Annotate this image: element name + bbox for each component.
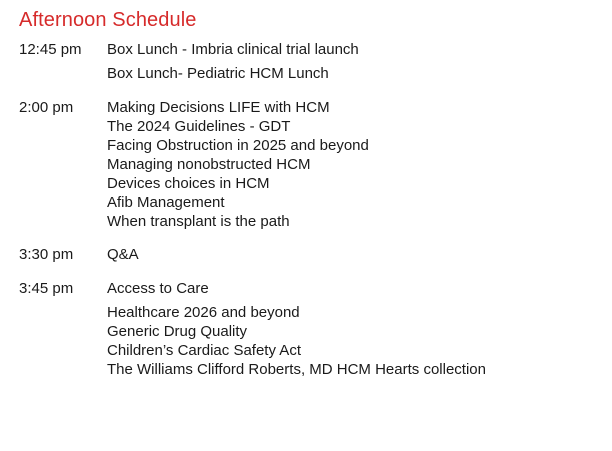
- time-label: 12:45 pm: [19, 41, 82, 58]
- session-item: Managing nonobstructed HCM: [107, 156, 311, 173]
- time-label: 3:45 pm: [19, 280, 74, 297]
- session-list: [107, 40, 359, 83]
- session-item: When transplant is the path: [107, 213, 290, 230]
- session-item: Facing Obstruction in 2025 and beyond: [107, 137, 369, 154]
- session-list: [107, 98, 369, 231]
- session-item: Afib Management: [107, 194, 225, 211]
- session-item: Box Lunch - Imbria clinical trial launch: [107, 41, 359, 58]
- time-label: 3:30 pm: [19, 246, 74, 263]
- session-item: Children’s Cardiac Safety Act: [107, 342, 301, 359]
- session-item: Devices choices in HCM: [107, 175, 270, 192]
- session-list: [107, 279, 486, 379]
- session-item: The 2024 Guidelines - GDT: [107, 118, 291, 135]
- session-list: [107, 245, 139, 264]
- session-item: Making Decisions LIFE with HCM: [107, 99, 330, 116]
- time-label: 2:00 pm: [19, 99, 74, 116]
- session-item: Generic Drug Quality: [107, 323, 248, 340]
- session-item: Q&A: [107, 246, 139, 263]
- page-title: Afternoon Schedule: [19, 9, 197, 31]
- session-item: Box Lunch- Pediatric HCM Lunch: [107, 65, 329, 82]
- session-item: The Williams Clifford Roberts, MD HCM Hearts collection: [107, 361, 486, 378]
- session-item: Access to Care: [107, 280, 209, 297]
- session-item: Healthcare 2026 and beyond: [107, 304, 300, 321]
